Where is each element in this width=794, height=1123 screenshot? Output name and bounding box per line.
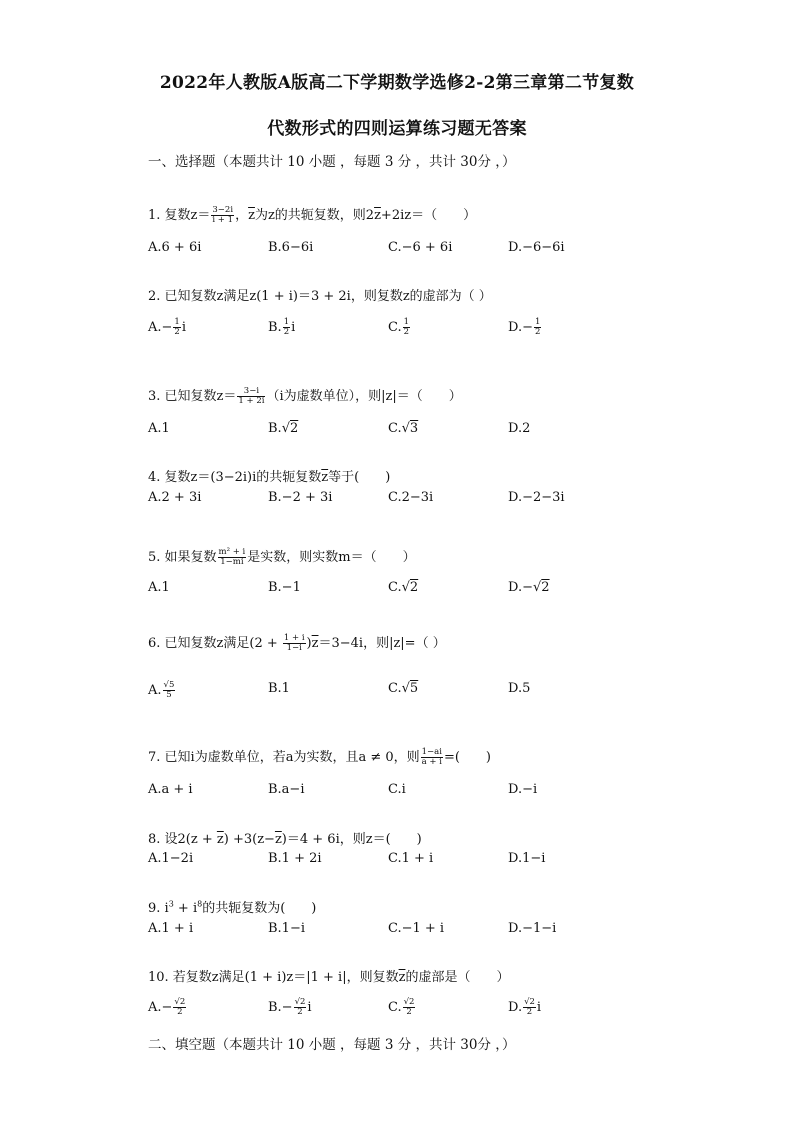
question-3-stem: 3. 已知复数z＝ $\frac{3-i}{1 + 2i}$ （i为虚数单位），则|z|＝（ ） [148, 386, 462, 406]
option-a[interactable]: A.− $\frac{1}{2}$ i [148, 317, 187, 337]
question-8-stem: 8. 设$2(z + \overline{z}) +3(z-\overline{z})=4 + 6i$，则z＝( ) [148, 832, 422, 847]
option-d[interactable]: D. $\frac{√2}{2}$ i [508, 997, 542, 1017]
option-d[interactable]: D.−i [508, 782, 538, 797]
option-c[interactable]: C.i [388, 782, 406, 797]
option-c[interactable]: C.−6 + 6i [388, 240, 453, 255]
option-a[interactable]: A.6 + 6i [148, 240, 202, 255]
option-c[interactable]: C.√2 [388, 580, 419, 595]
option-d[interactable]: D.− $\frac{1}{2}$ [508, 317, 541, 337]
question-10-stem: 10. 若复数z满足(1 + i)z＝|1 + i|，则复数$\overline{z}$的虚部是（ ） [148, 970, 510, 985]
option-a[interactable]: A.a + i [148, 782, 193, 797]
question-9-stem: 9. $i^3 + i^8$的共轭复数为( ) [148, 899, 317, 916]
option-a[interactable]: A.2 + 3i [148, 490, 202, 505]
option-d[interactable]: D.−1−i [508, 921, 557, 936]
option-d[interactable]: D.2 [508, 421, 531, 436]
option-b[interactable]: B.a−i [268, 782, 305, 797]
option-c[interactable]: C.√5 [388, 681, 419, 696]
option-c[interactable]: C. $\frac{√2}{2}$ [388, 997, 415, 1017]
option-b[interactable]: B.− $\frac{√2}{2}$ i [268, 997, 312, 1017]
question-5-options [148, 580, 668, 600]
option-b[interactable]: B.6−6i [268, 240, 314, 255]
option-d[interactable]: D.−2−3i [508, 490, 565, 505]
question-6-stem: 6. 已知复数z满足(2 + $\frac{1 + i}{1-i}$ )$\overline{z}=3-4i$，则|z|=（ ） [148, 633, 446, 653]
question-4-options [148, 490, 668, 510]
question-4-stem: 4. 复数z＝(3−2i)i的共轭复数$\overline{z}$等于( ) [148, 470, 391, 485]
option-a[interactable]: A.− $\frac{√2}{2}$ [148, 997, 186, 1017]
option-b[interactable]: B.1−i [268, 921, 306, 936]
option-c[interactable]: C.√3 [388, 421, 419, 436]
option-b[interactable]: B.1 + 2i [268, 851, 322, 866]
option-d[interactable]: D.5 [508, 681, 531, 696]
page-title-line-1: 2022年人教版A版高二下学期数学选修2-2第三章第二节复数 [159, 73, 635, 93]
option-c[interactable]: C.1 + i [388, 851, 434, 866]
question-2-options [148, 318, 668, 338]
option-b[interactable]: B.1 [268, 681, 290, 696]
option-b[interactable]: B.−2 + 3i [268, 490, 333, 505]
option-a[interactable]: A.1−2i [148, 851, 194, 866]
option-a[interactable]: A.1 [148, 580, 170, 595]
option-d[interactable]: D.−6−6i [508, 240, 565, 255]
option-d[interactable]: D.1−i [508, 851, 546, 866]
question-5-stem: 5. 如果复数 $\frac{\text{m² + i}}{1-mi}$ 是实数，则实数m＝（ ） [148, 547, 416, 567]
option-a[interactable]: A.1 [148, 421, 170, 436]
question-9-options [148, 921, 668, 941]
question-8-options [148, 851, 668, 871]
option-c[interactable]: C.2−3i [388, 490, 434, 505]
option-d[interactable]: D.−√2 [508, 580, 550, 595]
option-b[interactable]: B. $\frac{1}{2}$ i [268, 317, 296, 337]
option-a[interactable]: A. $\frac{√5}{5}$ [148, 680, 175, 700]
option-c[interactable]: C.−1 + i [388, 921, 445, 936]
question-7-stem: 7. 已知i为虚数单位，若a为实数，且a ≠ 0，则 $\frac{1-ai}{a + i}$ =( ) [148, 747, 491, 767]
fraction: $\frac{3-2i}{i + 1}$ [212, 205, 234, 225]
question-1-stem: 1. 复数z＝ $\frac{3-2i}{i + 1}$ ，$\overline{z}$为z的共轭复数，则$2\overline{z}+2iz=$（ ） [148, 205, 477, 225]
question-2-stem: 2. 已知复数z满足z(1 + i)＝3 + 2i，则复数z的虚部为（ ） [148, 289, 492, 304]
section-heading-fill-in: 二、填空题（本题共计 10 小题 ，每题 3 分 ，共计 30分 ，） [148, 1037, 516, 1053]
option-a[interactable]: A.1 + i [148, 921, 194, 936]
option-c[interactable]: C. $\frac{1}{2}$ [388, 317, 410, 337]
question-6-options [148, 681, 668, 701]
section-heading-multiple-choice: 一、选择题（本题共计 10 小题 ，每题 3 分 ，共计 30分 ，） [148, 154, 516, 170]
page-title-line-2: 代数形式的四则运算练习题无答案 [267, 119, 527, 139]
question-10-options [148, 998, 668, 1018]
question-3-options [148, 421, 668, 441]
option-b[interactable]: B.−1 [268, 580, 301, 595]
question-1-options [148, 240, 668, 260]
option-b[interactable]: B.√2 [268, 421, 299, 436]
question-7-options [148, 782, 668, 802]
